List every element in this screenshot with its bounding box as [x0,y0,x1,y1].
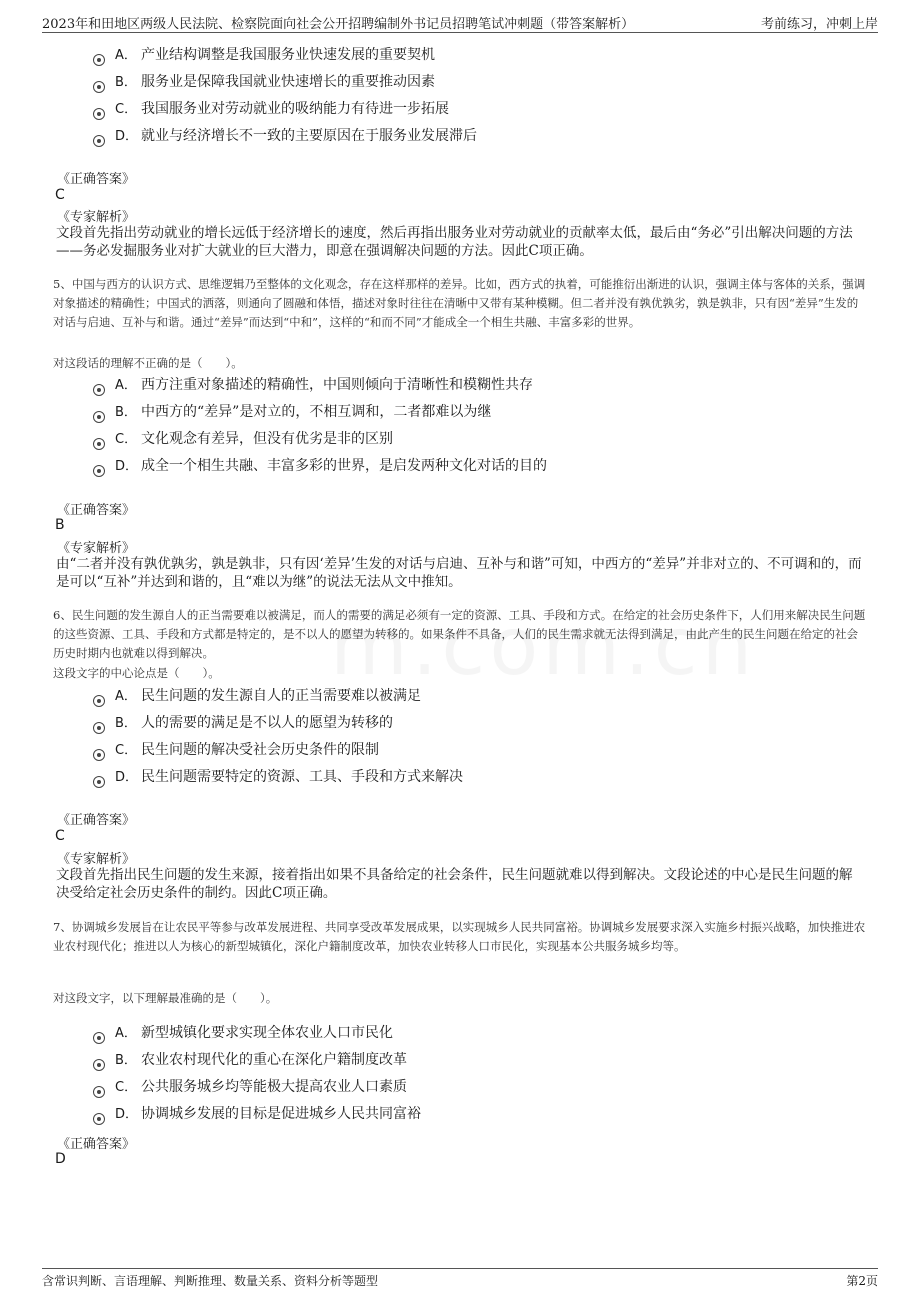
q5-question: 对这段话的理解不正确的是（ ）。 [53,356,243,370]
radio-icon[interactable] [93,135,105,147]
q6-passage: 6、民生问题的发生源自人的正当需要难以被满足，而人的需要的满足必须有一定的资源、工具、手段和方式。在给定的社会历史条件下，人们用来解决民生问题的这些资源、工具、手段和方式都是特定的，是不以人的愿望为转移的。如果条件不具备，人们的民生需求就无法得到满足，由此产生的民生问题在给定的社会历史时期内也就难以得到解决。 [53,608,866,660]
radio-icon[interactable] [93,81,105,93]
footer-note: 含常识判断、言语理解、判断推理、数量关系、资料分析等题型 [42,1274,379,1288]
q6-option-d[interactable]: D． 民生问题需要特定的资源、工具、手段和方式来解决 [93,767,463,787]
q5-option-d[interactable]: D． 成全一个相生共融、丰富多彩的世界，是启发两种文化对话的目的 [93,456,547,476]
q7-question: 对这段文字，以下理解最准确的是（ ）。 [53,991,278,1005]
header-slogan: 考前练习，冲刺上岸 [760,17,878,32]
document-title: 2023年和田地区两级人民法院、检察院面向社会公开招聘编制外书记员招聘笔试冲刺题（带答案解析） [42,17,635,32]
answer-value: C [55,828,65,844]
radio-icon[interactable] [93,54,105,66]
page-footer [42,1268,878,1289]
q4-option-b[interactable]: B． 服务业是保障我国就业快速增长的重要推动因素 [93,72,435,92]
radio-icon[interactable] [93,384,105,396]
q7-option-b[interactable]: B． 农业农村现代化的重心在深化户籍制度改革 [93,1050,407,1070]
q6-option-b[interactable]: B． 人的需要的满足是不以人的愿望为转移的 [93,713,393,733]
q6-option-c[interactable]: C． 民生问题的解决受社会历史条件的限制 [93,740,379,760]
radio-icon[interactable] [93,411,105,423]
q4-option-a[interactable]: A． 产业结构调整是我国服务业快速发展的重要契机 [93,45,435,65]
radio-icon[interactable] [93,722,105,734]
answer-label: 《正确答案》 [57,1137,136,1152]
radio-icon[interactable] [93,1113,105,1125]
q5-passage: 5、中国与西方的认识方式、思维逻辑乃至整体的文化观念，存在这样那样的差异。比如，西方式的执着，可能推衍出渐进的认识，强调主体与客体的关系，强调对象描述的精确性；中国式的洒落，则通向了圆融和体悟，描述对象时往往在清晰中又带有某种模糊。但二者并没有孰优孰劣，孰是孰非，只有因“差异”生发的对话与启迪、互补与和谐。通过“差异”而达到“中和”，这样的“和而不同”才能成全一个相生共融、丰富多彩的世界。 [53,277,866,329]
q7-option-c[interactable]: C． 公共服务城乡均等能极大提高农业人口素质 [93,1077,407,1097]
analysis-text: 文段首先指出民生问题的发生来源，接着指出如果不具备给定的社会条件，民生问题就难以得到解决。文段论述的中心是民生问题的解决受给定社会历史条件的制约。因此C项正确。 [56,867,853,901]
answer-value: B [55,517,65,533]
q6-question: 这段文字的中心论点是（ ）。 [53,666,220,680]
answer-label: 《正确答案》 [57,172,136,187]
radio-icon[interactable] [93,695,105,707]
q7-passage: 7、协调城乡发展旨在让农民平等参与改革发展进程、共同享受改革发展成果，以实现城乡人民共同富裕。协调城乡发展要求深入实施乡村振兴战略，加快推进农业农村现代化；推进以人为核心的新型城镇化，深化户籍制度改革，加快农业转移人口市民化，实现基本公共服务城乡均等。 [53,920,866,953]
radio-icon[interactable] [93,108,105,120]
q7-option-a[interactable]: A． 新型城镇化要求实现全体农业人口市民化 [93,1023,393,1043]
answer-value: D [55,1151,66,1167]
q6-option-a[interactable]: A． 民生问题的发生源自人的正当需要难以被满足 [93,686,421,706]
page-header [42,10,878,33]
analysis-label: 《专家解析》 [57,541,136,556]
q4-option-c[interactable]: C． 我国服务业对劳动就业的吸纳能力有待进一步拓展 [93,99,449,119]
radio-icon[interactable] [93,1059,105,1071]
analysis-text: 文段首先指出劳动就业的增长远低于经济增长的速度，然后再指出服务业对劳动就业的贡献率太低，最后由“务必”引出解决问题的方法——务必发掘服务业对扩大就业的巨大潜力，即意在强调解决问题的方法。因此C项正确。 [56,225,853,259]
radio-icon[interactable] [93,1032,105,1044]
answer-label: 《正确答案》 [57,503,136,518]
answer-label: 《正确答案》 [57,813,136,828]
analysis-label: 《专家解析》 [57,852,136,867]
q5-option-b[interactable]: B． 中西方的“差异”是对立的，不相互调和，二者都难以为继 [93,402,491,422]
answer-value: C [55,187,65,203]
radio-icon[interactable] [93,465,105,477]
radio-icon[interactable] [93,749,105,761]
radio-icon[interactable] [93,776,105,788]
page-number: 第2页 [846,1274,878,1288]
q7-option-d[interactable]: D． 协调城乡发展的目标是促进城乡人民共同富裕 [93,1104,421,1124]
q4-option-d[interactable]: D． 就业与经济增长不一致的主要原因在于服务业发展滞后 [93,126,477,146]
radio-icon[interactable] [93,1086,105,1098]
analysis-label: 《专家解析》 [57,210,136,225]
radio-icon[interactable] [93,438,105,450]
analysis-text: 由“二者并没有孰优孰劣，孰是孰非，只有因‘差异’生发的对话与启迪、互补与和谐”可知，中西方的“差异”并非对立的、不可调和的，而是可以“互补”并达到和谐的，且“难以为继”的说法无法从文中推知。 [56,556,862,590]
q5-option-c[interactable]: C． 文化观念有差异，但没有优劣是非的区别 [93,429,393,449]
q5-option-a[interactable]: A． 西方注重对象描述的精确性，中国则倾向于清晰性和模糊性共存 [93,375,533,395]
